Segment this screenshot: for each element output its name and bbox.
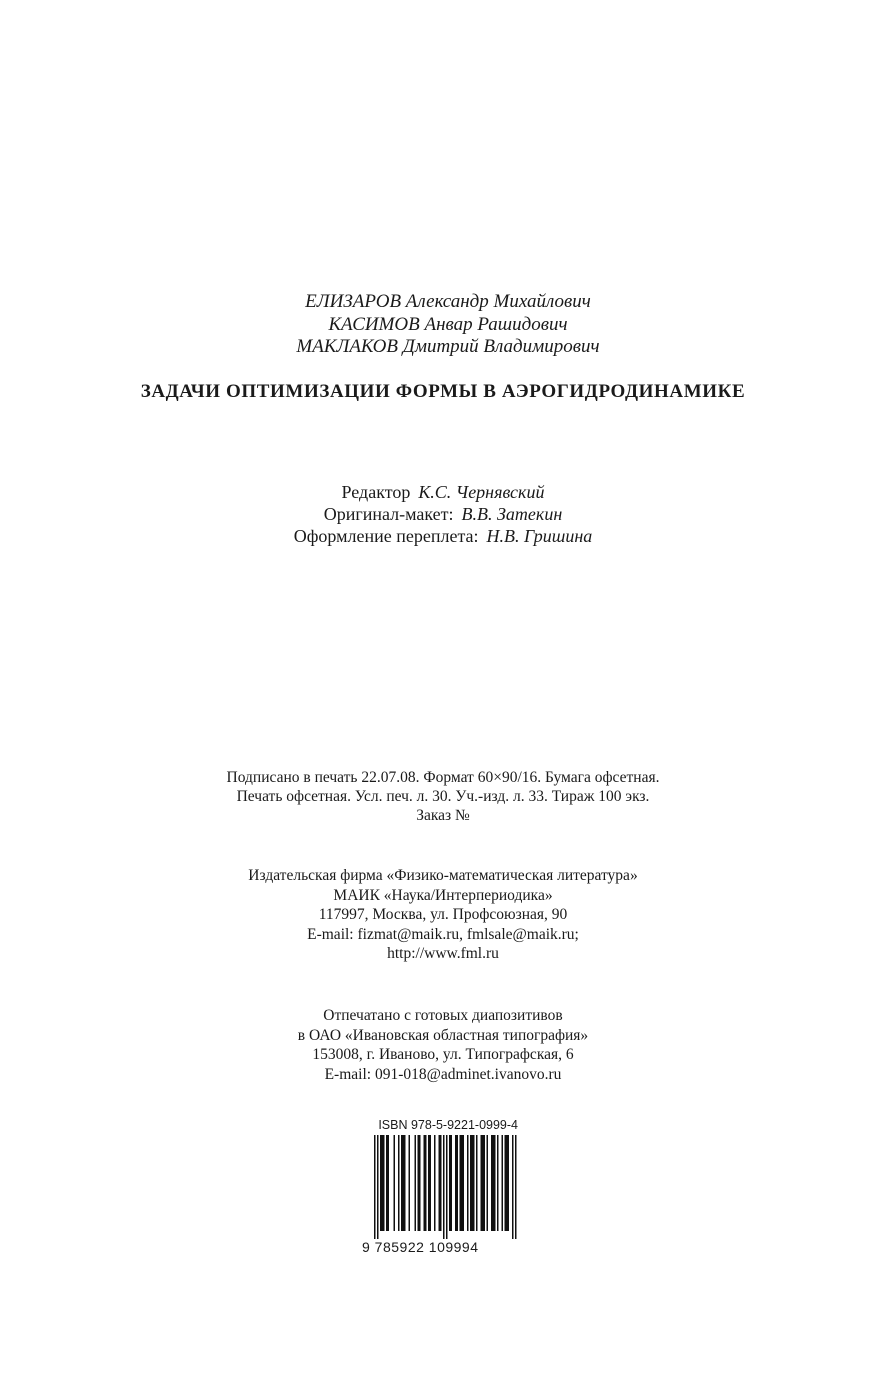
barcode-bar [443,1135,445,1239]
credit-name: В.В. Затекин [461,504,563,524]
barcode-bar [476,1135,478,1231]
barcode-bar [398,1135,400,1231]
imprint-block [0,768,886,825]
credit-name: К.С. Чернявский [418,482,545,502]
barcode-digits: 9 785922 109994 [362,1239,479,1255]
barcode-bar [418,1135,420,1231]
barcode-bar [467,1135,469,1231]
barcode-bar [494,1135,496,1231]
barcode-bar [473,1135,475,1231]
barcode-bar [409,1135,411,1231]
barcode-bar [482,1135,484,1231]
barcode-bar [446,1135,448,1239]
barcode-bar [374,1135,376,1239]
barcode-bar [455,1135,457,1231]
barcode-bar [491,1135,493,1231]
isbn-block [362,1118,522,1255]
barcode-bar [382,1135,384,1231]
barcode-bar [512,1135,514,1239]
printer-block [0,1006,886,1084]
barcode-bar [419,1135,421,1231]
barcode-bar [502,1135,504,1231]
barcode-bar [493,1135,495,1231]
isbn-label: ISBN 978-5-9221-0999-4 [378,1118,518,1132]
barcode-bar [506,1135,508,1231]
barcode-bar [463,1135,465,1231]
barcode-bar [386,1135,388,1231]
barcode-bar [460,1135,462,1231]
barcode-bar [515,1135,517,1239]
barcode-bar [461,1135,463,1231]
printer-line: 153008, г. Иваново, ул. Типографская, 6 [312,1046,574,1063]
author-line: МАКЛАКОВ Дмитрий Владимирович [296,336,600,357]
credit-role: Оформление переплета: [293,526,479,546]
author-line: КАСИМОВ Анвар Рашидович [328,313,568,335]
imprint-line: Подписано в печать 22.07.08. Формат 60×90/16. Бумага офсетная. [226,769,660,786]
publisher-website: http://www.fml.ru [387,945,499,962]
barcode-bar [404,1135,406,1231]
barcode-bar [449,1135,451,1231]
printer-line: Отпечатано с готовых диапозитивов [323,1007,563,1024]
barcode-bar [380,1135,382,1231]
barcode-bar [440,1135,442,1231]
imprint-line: Заказ № [416,807,470,824]
publisher-email: E-mail: fizmat@maik.ru, fmlsale@maik.ru; [307,925,579,943]
credit-role: Редактор [341,482,411,502]
barcode-bar [451,1135,453,1231]
barcode-bar [415,1135,417,1231]
publisher-block [0,866,886,964]
barcode-bar [401,1135,403,1231]
barcode-bar [487,1135,489,1231]
barcode-bar [505,1135,507,1231]
barcode-bar [383,1135,385,1231]
credits-block [0,481,886,547]
barcode-bar [377,1135,379,1239]
barcode-bar [388,1135,390,1231]
barcode-bar [481,1135,483,1231]
barcode-bar [425,1135,427,1231]
printer-email: E-mail: 091-018@adminet.ivanovo.ru [324,1065,562,1083]
barcode-bar [484,1135,486,1231]
credit-line [0,525,886,547]
credit-line [0,481,886,503]
credit-role: Оригинал-макет: [323,504,454,524]
publisher-line: 117997, Москва, ул. Профсоюзная, 90 [318,906,568,923]
barcode-bar [508,1135,510,1231]
credit-line [0,503,886,525]
barcode-bar [497,1135,499,1231]
barcode-bar [434,1135,436,1231]
barcode-bars [362,1135,522,1239]
barcode-bar [424,1135,426,1231]
credit-name: Н.В. Гришина [486,526,593,546]
publisher-line: Издательская фирма «Физико-математическая литература» [248,867,638,884]
barcode [362,1135,522,1255]
barcode-bar [457,1135,459,1231]
barcode-bar [472,1135,474,1231]
barcode-bar [403,1135,405,1231]
barcode-bar [439,1135,441,1231]
printer-line: в ОАО «Ивановская областная типография» [297,1026,589,1044]
barcode-bar [470,1135,472,1231]
author-line: ЕЛИЗАРОВ Александр Михайлович [305,291,591,312]
book-title: ЗАДАЧИ ОПТИМИЗАЦИИ ФОРМЫ В АЭРОГИДРОДИНАМИКЕ [140,381,746,402]
imprint-line: Печать офсетная. Усл. печ. л. 30. Уч.-изд. л. 33. Тираж 100 экз. [236,788,650,805]
barcode-bar [394,1135,396,1231]
barcode-bar [428,1135,430,1231]
publisher-line: МАИК «Наука/Интерпериодика» [333,886,553,904]
authors-block [0,291,886,359]
barcode-bar [430,1135,432,1231]
